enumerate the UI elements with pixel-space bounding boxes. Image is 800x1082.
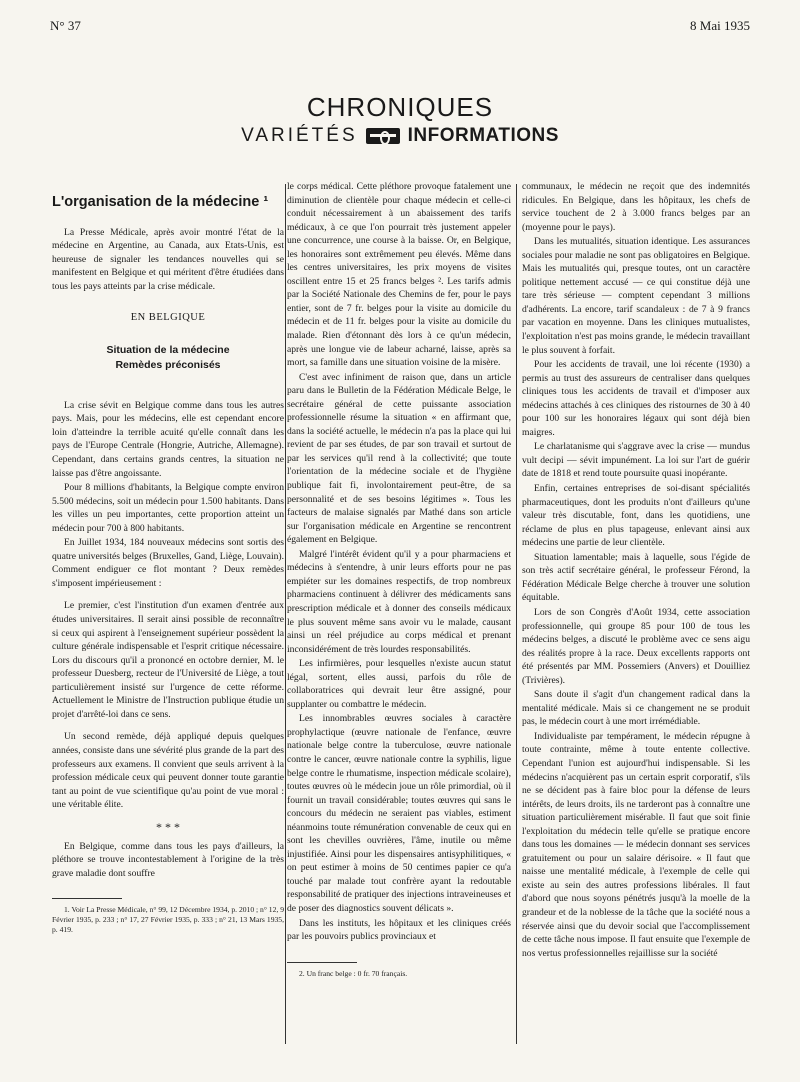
- column-1: [52, 196, 284, 936]
- paragraph: Pour les accidents de travail, une loi récente (1930) a permis au trust des assureurs de centraliser dans quelques cliniques tous les accidents de travail et d'imposer aux médecins attachés à ces cliniques des ristournes de 30 à 40 pour 100 sur les honoraires légaux qui sont déjà bien maigres.: [522, 359, 750, 438]
- footnote: 1. Voir La Presse Médicale, n° 99, 12 Décembre 1934, p. 2010 ; n° 12, 9 Février 1935, p. 233 ; n° 17, 27 Février 1935, p. 333 ; n° 21, 13 Mars 1935, p. 419.: [52, 905, 284, 935]
- paragraph: Le charlatanisme qui s'aggrave avec la crise — mundus vult decipi — sévit impunément. La loi sur l'art de guérir date de 1818 et rend toute poursuite quasi inopérante.: [522, 441, 750, 480]
- paragraph: Dans les mutualités, situation identique. Les assurances sociales pour maladie ne sont pas obligatoires en Belgique. Mais les mutualités qui, presque toutes, ont un caractère politique nettement accusé — ce qui constitue déjà une tare très sérieuse — comptent cependant 3 millions d'adhérents. La encore, tarif scandaleux : de 7 à 9 francs par vacation en moyenne. Dans les cliniques mutualistes, l'exploitation n'est pas moins grande, le médecin travaillant le plus souvent à forfait.: [522, 236, 750, 356]
- paragraph: La crise sévit en Belgique comme dans tous les autres pays. Mais, pour les médecins, elle est cependant encore loin d'atteindre la terrible acuité qu'elle connaît dans les pays de l'Europe Centrale (Hongrie, Autriche, Allemagne). Cependant, dans certains grands centres, la situation ne laisse pas d'être angoissante.: [52, 399, 284, 479]
- paragraph: Situation lamentable; mais à laquelle, sous l'égide de son très actif secrétaire général, le professeur Férond, la Fédération Médicale Belge cherche à trouver une solution équitable.: [522, 551, 750, 604]
- paragraph: Malgré l'intérêt évident qu'il y a pour pharmaciens et médecins à s'entendre, à unir leurs efforts pour ne pas empiéter sur les domaines respectifs, de trop nombreux pharmaciens continuent à délivrer des médicaments sans prescription médicale et à donner des conseils médicaux le plus souvent même sans avoir vu le malade, causant ainsi un réel préjudice au corps médical et prenant inconsidérément de très lourdes responsabilités.: [287, 548, 511, 655]
- footnote-rule: [287, 962, 357, 963]
- column-2: [287, 180, 511, 980]
- paragraph: Un second remède, déjà appliqué depuis quelques années, consiste dans une sévérité plus grande de la part des professeurs aux examens. Il convient que seuls arrivent à la profession médicale ceux qui peuvent donner toute garantie tant au point de vue scientifique qu'au point de vue moral : une véritable élite.: [52, 731, 284, 811]
- subtitle-line-2: Remèdes préconisés: [115, 358, 221, 371]
- paragraph: Lors de son Congrès d'Août 1934, cette association professionnelle, qui groupe 85 pour 100 de tous les médecins belges, a discuté le problème avec ce sens aigu des réalités propre à la race. Deux excellents rapports ont été présentés par MM. Possemiers (Anvers) et Douilliez (Trivières).: [522, 606, 750, 686]
- footnote: 2. Un franc belge : 0 fr. 70 français.: [299, 968, 408, 978]
- column-3: [522, 180, 750, 961]
- column-divider: [516, 184, 517, 1044]
- paragraph: Individualiste par tempérament, le médecin répugne à toute contrainte, même à toute entente collective. Cependant l'union est aujourd'hui indispensable. Si les médecins n'acquièrent pas un certain esprit corporatif, s'ils ne se décident pas à faire bloc pour la défense de leurs intérêts, de leurs droits, ils ne tarderont pas à connaître une situation particulièrement misérable. Il faut que soit finie l'exploitation du médecin telle qu'elle se pratique encore dans tous les domaines — le médecin donnant ses services gratuitement ou pour un salaire dérisoire. « Il faut que naisse une mentalité médicale, à l'exemple de celle qui existe au sein des autres professions libérales. Il faut d'abord que nous soyons pénétrés jusqu'à la moelle de la grandeur et de la noblesse de la tâche que la société nous a réservée ainsi que du devoir social que l'accomplissement de cette tâche nous impose. Il faut ensuite que l'exemple de nos vertus professionnelles rejaillisse sur la société: [522, 730, 750, 959]
- masthead: [0, 92, 800, 147]
- issue-number: N° 37: [50, 18, 81, 33]
- masthead-subtitle: [0, 125, 800, 147]
- column-divider: [285, 184, 286, 1044]
- paragraph: Sans doute il s'agit d'un changement radical dans la mentalité médicale. Mais si ce changement ne se produit pas, le médecin court à une mort irrémédiable.: [522, 689, 750, 728]
- article-lead: La Presse Médicale, après avoir montré l'état de la médecine en Argentine, au Canada, aux Etats-Unis, est heureuse de signaler les tendances nouvelles qui se manifestent en Belgique et qui méritent d'être étudiées dans tous les pays atteints par la crise médicale.: [52, 226, 284, 292]
- issue-date: 8 Mai 1935: [690, 18, 750, 33]
- masthead-informations: INFORMATIONS: [407, 125, 559, 146]
- paragraph: Pour 8 millions d'habitants, la Belgique compte environ 5.500 médecins, soit un médecin pour 1.500 habitants. Dans les villes un peu importantes, cette proportion atteint un médecin pour 700 à 800 habitants.: [52, 482, 284, 534]
- masthead-varietes: VARIÉTÉS: [241, 125, 358, 146]
- ornament-icon: [366, 128, 400, 144]
- subtitle: [52, 343, 284, 373]
- paragraph: Le premier, c'est l'institution d'un examen d'entrée aux études universitaires. Il serait ainsi possible de reconnaître si ceux qui aspirent à l'enseignement supérieur possèdent la culture générale indispensable et l'esprit critique nécessaire. Lors du discours qu'il a prononcé en octobre dernier, M. le professeur Duesberg, recteur de l'Université de Liège, a tout particulièrement insisté sur l'urgence de cette réforme. Actuellement le Ministre de l'Instruction publique étudie un projet d'arrêté-loi dans ce sens.: [52, 600, 284, 720]
- paragraph: communaux, le médecin ne reçoit que des indemnités ridicules. En Belgique, dans les hôpitaux, les chefs de service touchent de 2 à 3.000 francs belges par an (moyenne pour le pays).: [522, 181, 750, 233]
- paragraph: En Belgique, comme dans tous les pays d'ailleurs, la pléthore se trouve incontestablement à l'origine de la très grave maladie dont souffre: [52, 840, 284, 879]
- paragraph: Les innombrables œuvres sociales à caractère prophylactique (œuvre nationale de l'enfance, œuvre nationale belge contre la tuberculose, œuvre nationale contre le cancer, œuvre nationale contre la syphilis, ligue belge contre le rhumatisme, inspection médicale scolaire), toutes œuvres où le médecin joue un rôle primordial, où il fournit un travail considérable; toutes œuvres qui sans le concours du médecin ne seraient pas viables, estiment néanmoins toute rémunération convenable de ceux qui en sont les chevilles ouvrières, l'âme, inutile ou même injustifiée. Ainsi pour les dispensaires antisyphilitiques, « on peut estimer à moins de 50 centimes papier ce qu'a touché par malade tout confrère ayant la redoutable responsabilité de pratiquer des injections intraveineuses et de poser des diagnostics souvent délicats ».: [287, 713, 511, 914]
- paragraph: le corps médical. Cette pléthore provoque fatalement une diminution de clientèle pour chaque médecin et celle-ci conduit nécessairement à un abaissement des tarifs médicaux, à ce que l'on pourrait très justement appeler une concurrence, une course à la baisse. Or, en Belgique, les honoraires sont extrêmement peu élevés. Même dans les centres universitaires, les prix moyens de visites oscillent entre 15 et 25 francs belges ². Les tarifs admis par la Société Nationale des Chemins de fer, pour le pays entier, sont de 7 fr. belges pour la visite au domicile du médecin et de 11 fr. belges pour la visite au domicile du malade. Rien d'étonnant dès lors à ce qu'un médecin, après une longue vie de labeur acharné, laisse, après sa mort, sa famille dans une situation voisine de la misère.: [287, 181, 511, 369]
- section-stars: * * *: [156, 819, 180, 834]
- footnote-rule: [52, 898, 122, 899]
- paragraph: C'est avec infiniment de raison que, dans un article paru dans le Bulletin de la Fédération Médicale Belge, le secrétaire général de cette puissante association professionnelle résume la situation « en affirmant que, dans la société actuelle, le médecin n'a pas la place qui lui revient de par ses études, de par son travail et surtout de par les services qu'il rend à la collectivité; que toute l'orientation de la médecine sociale et de l'hygiène publique fait fi, involontairement peut-être, de sa personnalité et de ses besoins légitimes ». Tous les facteurs de malaise signalés par Mathé dans son article sur l'organisation médicale en Argentine se rencontrent également en Belgique.: [287, 371, 511, 546]
- section-heading: EN BELGIQUE: [130, 312, 206, 324]
- paragraph: Enfin, certaines entreprises de soi-disant spécialités pharmaceutiques, dont les produits n'ont d'ailleurs qu'une valeur très discutable, font, dans les quotidiens, une réclame de plus en plus tapageuse, enlevant ainsi aux médecins une partie de leur clientèle.: [522, 483, 750, 549]
- paragraph: Dans les instituts, les hôpitaux et les cliniques créés par les pouvoirs publics provinciaux et: [287, 917, 511, 943]
- page-header: [50, 18, 750, 40]
- paragraph: Les infirmières, pour lesquelles n'existe aucun statut légal, sortent, elles aussi, parfois du rôle de collaboratrices qui devrait leur être assigné, pour supplanter ou combattre le médecin.: [287, 658, 511, 710]
- article-title: L'organisation de la médecine ¹: [52, 194, 269, 210]
- masthead-title: CHRONIQUES: [306, 92, 494, 122]
- paragraph: En Juillet 1934, 184 nouveaux médecins sont sortis des quatre universités belges (Bruxelles, Gand, Liège, Louvain). Comment endiguer ce flot montant ? Deux remèdes s'imposent impérieusement :: [52, 537, 284, 589]
- subtitle-line-1: Situation de la médecine: [106, 343, 230, 356]
